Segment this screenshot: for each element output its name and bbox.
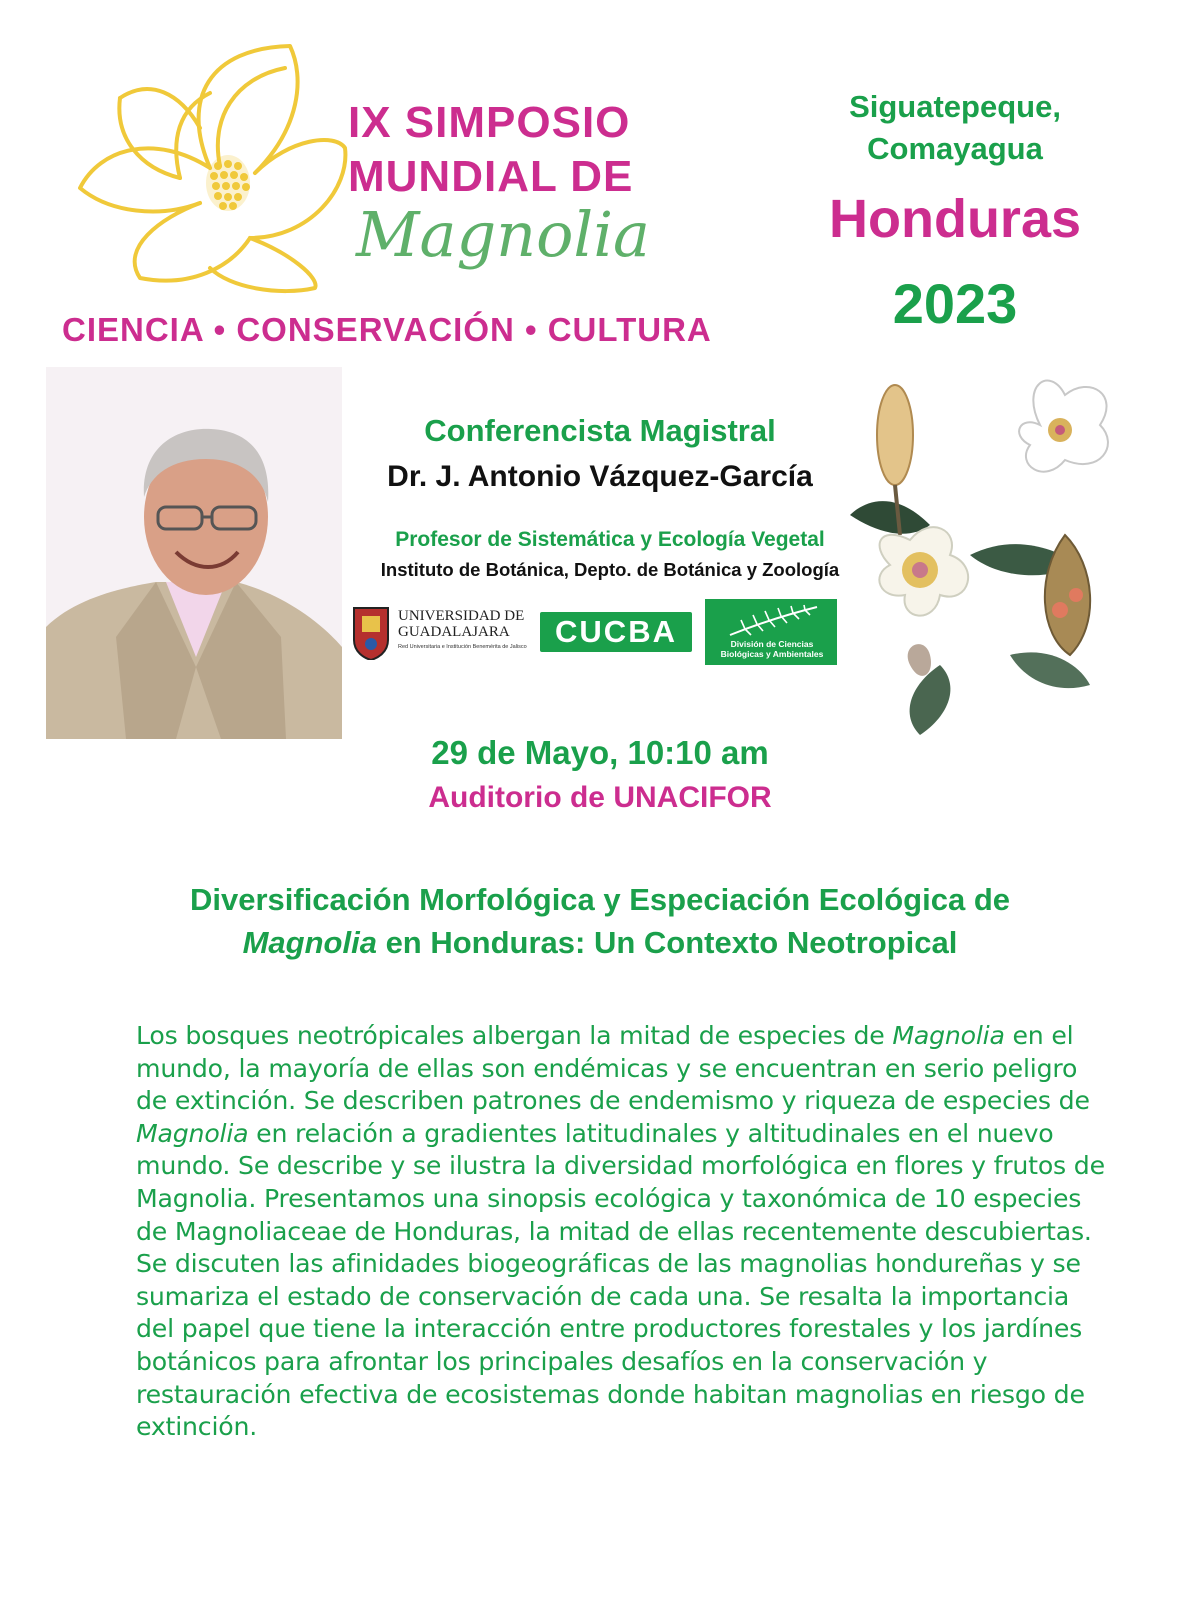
talk-title-line1: Diversificación Morfológica y Especiación Ecológica de <box>189 882 1011 917</box>
location-city: Siguatepeque, <box>849 89 1061 124</box>
abstract-italic2: Magnolia <box>136 1118 249 1148</box>
abstract-part2: en el mundo, la mayoría de ellas son endémicas y se encuentran en serio peligro de extinción. Se describen patrones de endemismo y riqueza de especies de <box>136 1021 1090 1116</box>
magnolia-botanical-illustration <box>850 365 1140 740</box>
speaker-position: Profesor de Sistemática y Ecología Vegetal <box>395 528 825 551</box>
abstract-part3: en relación a gradientes latitudinales y altitudinales en el nuevo mundo. Se describe y se ilustra la diversidad morfológica en flores y frutos de Magnolia. Presentamos una sinopsis ecológica y taxonómica de 10 especies de Magnoliaceae de Honduras, la mitad de ellas recentemente descubiertas. Se discuten las afinidades biogeográficas de las magnolias hondureñas y se sumariza el estado de conservación de cada una. Se resalta la importancia del papel que tiene la interacción entre productores forestales y los jardínes botánicos para afrontar los principales desafíos en la conservación y restauración efectiva de ecosistemas donde habitan magnolias en riesgo de extinción. <box>136 1118 1105 1442</box>
udg-subtitle: Red Universitaria e Institución Benemérita de Jalisco <box>398 644 527 650</box>
udg-name-line2: GUADALAJARA <box>398 624 510 640</box>
symposium-title-script: Magnolia <box>356 198 651 271</box>
talk-title-italic: Magnolia <box>242 925 377 960</box>
speaker-photo <box>46 367 342 739</box>
division-name-line2: Biológicas y Ambientales <box>720 649 824 659</box>
symposium-title-line2: MUNDIAL DE <box>348 152 634 201</box>
division-logo <box>705 599 837 665</box>
talk-title <box>110 878 1090 964</box>
location-country: Honduras <box>828 189 1082 249</box>
division-name-line1: División de Ciencias <box>730 639 814 649</box>
talk-title-line2 <box>110 921 1090 964</box>
speaker-name: Dr. J. Antonio Vázquez-García <box>387 460 813 493</box>
event-year: 2023 <box>892 272 1018 335</box>
cucba-label: CUCBA <box>555 614 677 649</box>
talk-title-rest: en Honduras: Un Contexto Neotropical <box>376 925 958 960</box>
division-name <box>711 639 833 659</box>
location-department: Comayagua <box>867 131 1043 166</box>
speaker-role: Conferencista Magistral <box>424 413 776 448</box>
fern-leaf-icon <box>725 603 820 637</box>
udg-logo <box>350 602 530 660</box>
cucba-logo <box>540 612 692 652</box>
abstract-italic1: Magnolia <box>892 1021 1005 1050</box>
symposium-tagline: CIENCIA • CONSERVACIÓN • CULTURA <box>62 311 712 348</box>
abstract-part1: Los bosques neotrópicales albergan la mitad de especies de <box>136 1021 893 1050</box>
magnolia-flower-logo <box>60 38 360 298</box>
symposium-title-line1: IX SIMPOSIO <box>348 98 631 147</box>
event-venue: Auditorio de UNACIFOR <box>428 781 772 814</box>
udg-name-line1: UNIVERSIDAD DE <box>398 608 525 624</box>
speaker-institute: Instituto de Botánica, Depto. de Botánica y Zoología <box>380 559 840 580</box>
event-date-time: 29 de Mayo, 10:10 am <box>431 734 769 771</box>
udg-crest-icon <box>350 602 392 660</box>
talk-abstract <box>136 1020 1106 1444</box>
